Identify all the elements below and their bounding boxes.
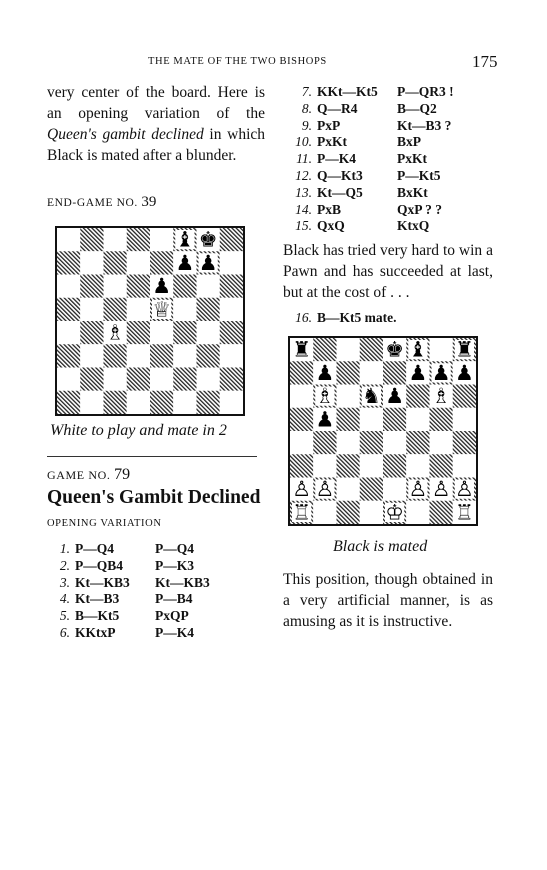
game-label-text: GAME NO. <box>47 468 111 482</box>
dark-square <box>127 321 150 344</box>
intro-paragraph <box>47 82 265 166</box>
dark-square <box>104 391 127 414</box>
final-move-number: 16. <box>295 310 312 325</box>
move-row <box>290 218 477 235</box>
light-square <box>104 228 127 251</box>
white-move: P—Q4 <box>75 541 114 556</box>
dark-square <box>406 431 429 454</box>
light-square <box>430 431 453 454</box>
move-row <box>48 591 235 608</box>
white-rook-icon: ♖ <box>454 500 474 524</box>
light-square <box>173 391 196 414</box>
dark-square <box>290 408 313 431</box>
black-pawn-icon: ♟ <box>315 360 335 385</box>
black-move: P—K4 <box>155 624 194 640</box>
light-square <box>360 501 383 524</box>
dark-square <box>337 361 360 384</box>
move-number: 11. <box>296 151 312 167</box>
move-row <box>290 134 477 151</box>
dark-square <box>337 408 360 431</box>
dark-square <box>220 228 243 251</box>
dark-square <box>337 501 360 524</box>
black-pawn-icon: ♟ <box>431 360 451 385</box>
black-king-icon: ♚ <box>198 228 218 252</box>
white-king-icon: ♔ <box>385 500 405 524</box>
black-bishop-icon: ♝ <box>175 228 195 252</box>
move-number: 14. <box>295 201 312 217</box>
black-pawn-icon: ♟ <box>385 384 405 409</box>
light-square <box>313 501 336 524</box>
dark-square <box>383 408 406 431</box>
black-move: P—Q4 <box>155 541 194 556</box>
final-move-text: B—Kt5 mate. <box>317 310 397 325</box>
dark-square <box>104 251 127 274</box>
right-paragraph: Black has tried very hard to win a Pawn and has succeeded at last, but at the cost of . . . <box>283 242 493 301</box>
light-square <box>57 228 80 251</box>
light-square <box>197 368 220 391</box>
closing-paragraph: This position, though obtained in a very artificial manner, is as amusing as it is instructive. <box>283 571 493 630</box>
white-move: QxQ <box>317 218 345 234</box>
light-square <box>150 228 173 251</box>
black-pawn-icon: ♟ <box>454 360 474 385</box>
final-move <box>290 310 396 327</box>
opening-title: Queen's Gambit Declined <box>47 487 261 508</box>
dark-square <box>313 338 336 361</box>
light-square <box>127 391 150 414</box>
light-square <box>127 298 150 321</box>
moves-list-right <box>290 84 477 235</box>
dark-square <box>383 454 406 477</box>
light-square <box>80 344 103 367</box>
dark-square <box>80 228 103 251</box>
mate-board <box>288 336 478 526</box>
light-square <box>173 298 196 321</box>
light-square <box>337 338 360 361</box>
light-square <box>383 431 406 454</box>
white-bishop-icon: ♗ <box>105 320 125 345</box>
dark-square <box>220 321 243 344</box>
dark-square <box>430 501 453 524</box>
move-number: 13. <box>295 184 312 200</box>
black-move: P—Kt5 <box>397 167 441 183</box>
white-queen-icon: ♕ <box>152 297 172 322</box>
light-square <box>337 385 360 408</box>
page-header <box>0 52 547 72</box>
light-square <box>57 321 80 344</box>
black-bishop-icon: ♝ <box>408 338 428 362</box>
black-rook-icon: ♜ <box>292 338 312 362</box>
white-pawn-icon: ♙ <box>454 477 474 502</box>
dark-square <box>150 251 173 274</box>
white-move: P—QB4 <box>75 557 124 573</box>
white-move: PxP <box>317 117 341 133</box>
endgame-label-text: END-GAME NO. <box>47 197 138 209</box>
dark-square <box>127 228 150 251</box>
moves-list-left <box>48 541 235 642</box>
light-square <box>173 344 196 367</box>
dark-square <box>337 454 360 477</box>
move-number: 6. <box>59 624 70 640</box>
white-move: PxKt <box>317 134 347 150</box>
dark-square <box>430 408 453 431</box>
light-square <box>360 361 383 384</box>
dark-square <box>173 368 196 391</box>
light-square <box>337 431 360 454</box>
dark-square <box>173 321 196 344</box>
light-square <box>220 391 243 414</box>
move-number: 8. <box>301 100 312 116</box>
dark-square <box>220 275 243 298</box>
light-square <box>453 454 476 477</box>
black-move: BxKt <box>397 184 428 200</box>
light-square <box>150 321 173 344</box>
dark-square <box>57 251 80 274</box>
light-square <box>80 298 103 321</box>
black-move: KtxQ <box>397 218 430 234</box>
move-row <box>290 118 477 135</box>
light-square <box>220 251 243 274</box>
black-move: P—B4 <box>155 591 193 607</box>
light-square <box>220 344 243 367</box>
black-move: BxP <box>397 134 422 150</box>
dark-square <box>453 385 476 408</box>
dark-square <box>360 338 383 361</box>
mate-caption: Black is mated <box>333 538 428 555</box>
endgame-board <box>55 226 245 416</box>
dark-square <box>360 478 383 501</box>
dark-square <box>127 275 150 298</box>
white-move: KKt—Kt5 <box>317 84 378 99</box>
black-rook-icon: ♜ <box>454 338 474 362</box>
move-number: 5. <box>59 608 70 624</box>
move-row <box>48 558 235 575</box>
light-square <box>57 275 80 298</box>
dark-square <box>127 368 150 391</box>
white-pawn-icon: ♙ <box>408 477 428 502</box>
endgame-label <box>47 194 156 211</box>
black-pawn-icon: ♟ <box>408 360 428 385</box>
light-square <box>430 338 453 361</box>
move-row <box>48 608 235 625</box>
light-square <box>80 391 103 414</box>
light-square <box>406 501 429 524</box>
black-move: P—K3 <box>155 557 194 573</box>
dark-square <box>150 344 173 367</box>
black-move: Kt—KB3 <box>155 574 210 590</box>
dark-square <box>406 385 429 408</box>
light-square <box>360 408 383 431</box>
move-row <box>290 151 477 168</box>
dark-square <box>57 391 80 414</box>
dark-square <box>290 361 313 384</box>
light-square <box>197 321 220 344</box>
move-number: 4. <box>59 591 70 607</box>
light-square <box>127 344 150 367</box>
light-square <box>360 454 383 477</box>
move-number: 15. <box>295 218 312 234</box>
dark-square <box>57 298 80 321</box>
running-title: THE MATE OF THE TWO BISHOPS <box>148 56 327 67</box>
black-knight-icon: ♞ <box>361 384 381 409</box>
black-pawn-icon: ♟ <box>315 407 335 432</box>
move-number: 9. <box>301 117 312 133</box>
white-pawn-icon: ♙ <box>431 477 451 502</box>
dark-square <box>80 321 103 344</box>
game-number-label <box>47 466 130 484</box>
black-move: QxP ? ? <box>397 201 443 217</box>
light-square <box>406 408 429 431</box>
light-square <box>57 368 80 391</box>
move-number: 3. <box>59 574 70 590</box>
dark-square <box>453 431 476 454</box>
light-square <box>383 478 406 501</box>
light-square <box>150 368 173 391</box>
light-square <box>127 251 150 274</box>
white-move: B—Kt5 <box>75 608 120 624</box>
dark-square <box>80 368 103 391</box>
dark-square <box>220 368 243 391</box>
white-move: Kt—B3 <box>75 591 120 607</box>
mate-board-svg <box>290 338 476 524</box>
dark-square <box>104 298 127 321</box>
light-square <box>220 298 243 321</box>
move-row <box>290 101 477 118</box>
move-row <box>290 84 477 101</box>
intro-text-2: in which Black is mated after a blunder. <box>47 126 266 164</box>
page-number: 175 <box>472 52 498 71</box>
move-row <box>48 541 235 558</box>
dark-square <box>173 275 196 298</box>
dark-square <box>104 344 127 367</box>
black-move: P—QR3 ! <box>397 84 454 99</box>
light-square <box>406 454 429 477</box>
move-row <box>290 202 477 219</box>
endgame-caption: White to play and mate in 2 <box>50 422 227 439</box>
light-square <box>453 408 476 431</box>
move-number: 1. <box>59 541 70 556</box>
white-move: KKtxP <box>75 624 116 640</box>
light-square <box>337 478 360 501</box>
light-square <box>80 251 103 274</box>
black-pawn-icon: ♟ <box>198 250 218 275</box>
dark-square <box>57 344 80 367</box>
white-rook-icon: ♖ <box>292 500 312 524</box>
white-move: Q—R4 <box>317 100 358 116</box>
light-square <box>197 275 220 298</box>
black-pawn-icon: ♟ <box>152 274 172 299</box>
light-square <box>104 368 127 391</box>
black-move: Kt—B3 ? <box>397 117 452 133</box>
move-row <box>48 625 235 642</box>
move-number: 7. <box>301 84 312 99</box>
dark-square <box>383 361 406 384</box>
move-row <box>290 168 477 185</box>
black-move: B—Q2 <box>397 100 437 116</box>
endgame-number: 39 <box>141 194 157 210</box>
black-move: PxKt <box>397 151 427 167</box>
white-pawn-icon: ♙ <box>292 477 312 502</box>
white-move: Kt—KB3 <box>75 574 130 590</box>
black-king-icon: ♚ <box>385 338 405 362</box>
section-divider <box>47 456 257 457</box>
move-row <box>290 185 477 202</box>
dark-square <box>197 344 220 367</box>
light-square <box>104 275 127 298</box>
white-move: PxB <box>317 201 342 217</box>
light-square <box>313 454 336 477</box>
dark-square <box>360 431 383 454</box>
white-bishop-icon: ♗ <box>315 384 335 409</box>
intro-text-italic: Queen's gambit declined <box>47 126 204 143</box>
light-square <box>290 431 313 454</box>
move-row <box>48 575 235 592</box>
dark-square <box>80 275 103 298</box>
dark-square <box>313 431 336 454</box>
white-bishop-icon: ♗ <box>431 384 451 409</box>
move-number: 12. <box>295 167 312 183</box>
black-pawn-icon: ♟ <box>175 250 195 275</box>
endgame-board-svg <box>57 228 243 414</box>
white-move: Kt—Q5 <box>317 184 363 200</box>
dark-square <box>150 391 173 414</box>
dark-square <box>197 391 220 414</box>
opening-subtitle: OPENING VARIATION <box>47 518 162 529</box>
game-number: 79 <box>114 466 131 483</box>
move-number: 2. <box>59 557 70 573</box>
black-move: PxQP <box>155 608 189 624</box>
intro-text-1: very center of the board. Here is an opening variation of the <box>47 84 265 122</box>
dark-square <box>290 454 313 477</box>
light-square <box>290 385 313 408</box>
white-move: P—K4 <box>317 151 356 167</box>
white-pawn-icon: ♙ <box>315 477 335 502</box>
move-number: 10. <box>295 134 312 150</box>
white-move: Q—Kt3 <box>317 167 363 183</box>
dark-square <box>430 454 453 477</box>
dark-square <box>197 298 220 321</box>
